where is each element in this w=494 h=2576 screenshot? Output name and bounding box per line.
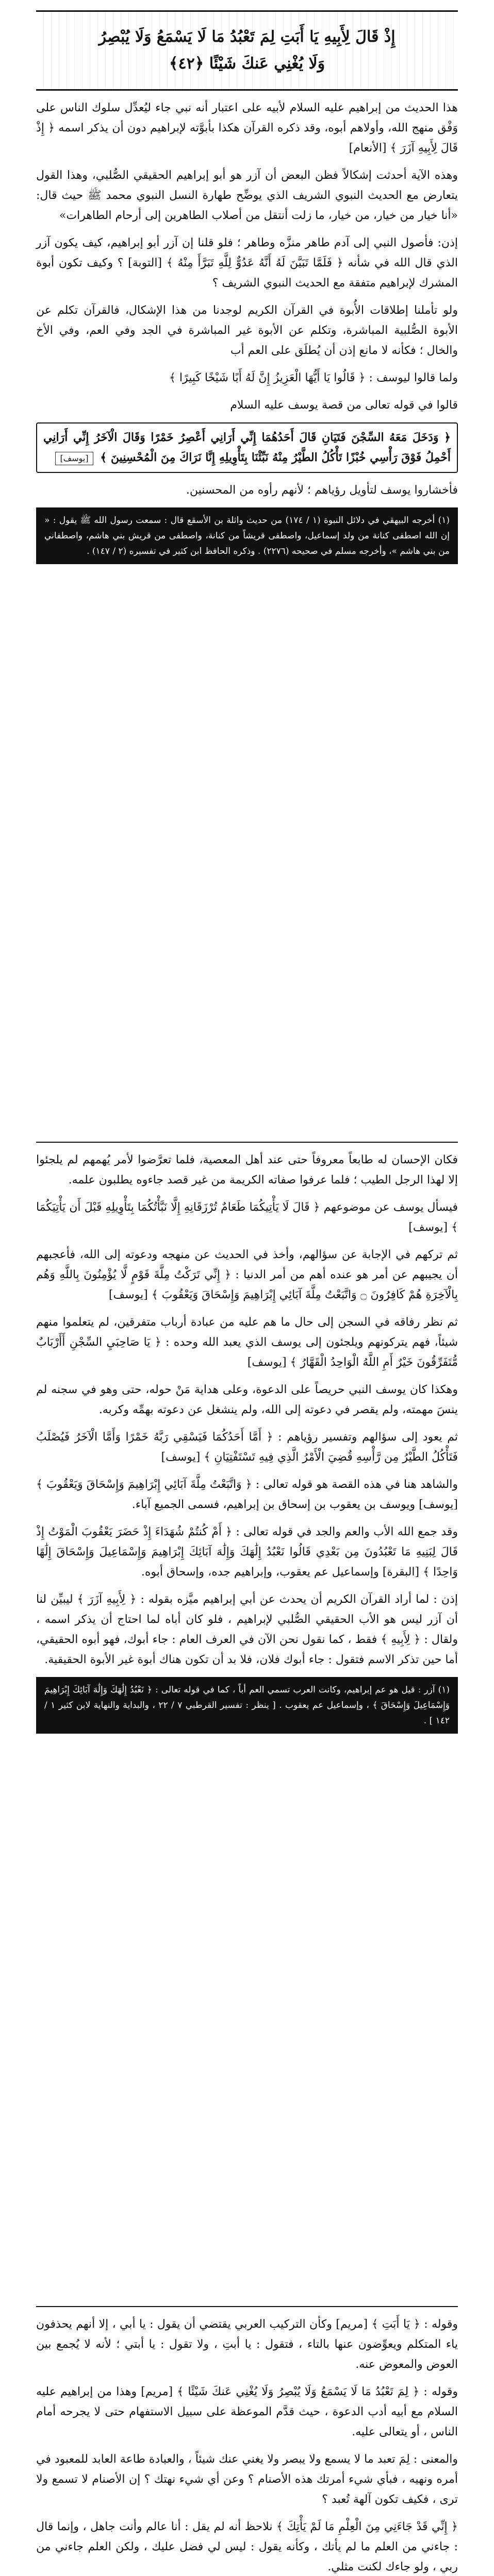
header-ayah-line-2: وَلَا يُغْنِي عَنكَ شَيْئًا ﴿٤٢﴾ — [169, 55, 325, 73]
paragraph: فأخشاروا يوسف لتأويل رؤياهم ؛ لأنهم رأوه من المحسنين. — [186, 484, 458, 497]
footnote-block: (١) آزر : قيل هو عم إبراهيم، وكانت العرب تسمي العم أباً ، كما في قوله تعالى : ﴿ نَعْبُدُ إِلَٰهَكَ وَإِلَٰهَ آبَائِكَ إِبْرَاهِيمَ وَإِسْمَاعِيلَ وَإِسْحَاقَ ﴾ ، وإسماعيل عم يعقوب . [ ينظر : تفسير القرطبي ٧ / ٢٢ ، والبداية والنهاية لابن كثير ١ / ١٤٢ ] . — [36, 1677, 458, 1734]
paragraph: فيسأل يوسف عن موضوعهم ﴿ قَالَ لَا يَأْتِيكُمَا طَعَامٌ تُرْزَقَانِهِ إِلَّا نَبَّأْتُكُمَا بِتَأْوِيلِهِ قَبْلَ أَن يَأْتِيَكُمَا ﴾ [يوسف] — [36, 1201, 458, 1234]
page-divider — [36, 2306, 458, 2307]
paragraph: إذن : لما أراد القرآن الكريم أن يحدث عن أبي إبراهيم ميَّزه بقوله : ﴿ لِأَبِيهِ آزَرَ ﴾ ليبيِّن لنا أن آزر ليس هو الأب الحقيقي الصُّلبي لإبراهيم ، فلو كان أباه لما احتاج أن يذكر اسمه ، ولقال : ﴿ لِأَبِيهِ ﴾ فقط ، كما نقول نحن الآن في العرف العام : جاء أبوك، فهو أبوه الحقيقي، أما حين تذكر الاسم فتقول : جاء أبوك فلان، فلا بد أن تكون هناك أبوة غير الأبوة الحقيقية. — [36, 1593, 458, 1666]
paragraph: ولما قالوا ليوسف : ﴿ قَالُوا يَا أَيُّهَا الْعَزِيزُ إِنَّ لَهُ أَبًا شَيْخًا كَبِيرًا ﴾ — [169, 371, 458, 384]
section-1 — [36, 10, 458, 564]
paragraph: فكان الإحسان له طابعاً معروفاً حتى عند أهل المعصية، فلما تعرَّضوا لأمر يُهمهم لم يلجئوا إلا لهذا الرجل الطيب ؛ فلما عرفوا صفاته الكريمة من غير قصد جاءوه يطلبون علمه. — [36, 1154, 458, 1187]
quran-verse-box — [36, 422, 458, 473]
paragraph: ثم تركهم في الإجابة عن سؤالهم، وأخذ في الحديث عن منهجه ودعوته إلى الله، فأعجبهم أن يجيبهم عن أمر هو عنده أهم من أمر الدنيا : ﴿ إِنِّي تَرَكْتُ مِلَّةَ قَوْمٍ لَّا يُؤْمِنُونَ بِاللَّهِ وَهُم بِالْآخِرَةِ هُمْ كَافِرُونَ ۝ وَاتَّبَعْتُ مِلَّةَ آبَائِي إِبْرَاهِيمَ وَإِسْحَاقَ وَيَعْقُوبَ ﴾ [يوسف] — [36, 1248, 458, 1301]
surah-tag: [يوسف] — [55, 452, 93, 465]
paragraph: ﴿ إِنِّي قَدْ جَاءَنِي مِنَ الْعِلْمِ مَا لَمْ يَأْتِكَ ﴾ نلاحظ أنه لم يقل : أنا عالم وأنت جاهل ، وإنما قال : جاءني من العلم ما لم يأتك ، وكأنه يقول : ليس لي فضل عليك ، ولكن العلم جاءني من ربي ، ولو جاءك لكنت مثلي. — [36, 2520, 458, 2573]
paragraph: ثم نظر رفاقه في السجن إلى حال ما هم عليه من عبادة أرباب متفرقين، لم يتعلموا منهم شيئاً، فهم يتركونهم ويلجئون إلى يوسف الذي يعبد الله وحده : ﴿ يَا صَاحِبَيِ السِّجْنِ أَأَرْبَابٌ مُّتَفَرِّقُونَ خَيْرٌ أَمِ اللَّهُ الْوَاحِدُ الْقَهَّارُ ﴾ [يوسف] — [36, 1316, 458, 1369]
paragraph: ثم يعود إلى سؤالهم وتفسير رؤياهم : ﴿ أَمَّا أَحَدُكُمَا فَيَسْقِي رَبَّهُ خَمْرًا وَأَمَّا الْآخَرُ فَيُصْلَبُ فَتَأْكُلُ الطَّيْرُ مِن رَّأْسِهِ قُضِيَ الْأَمْرُ الَّذِي فِيهِ تَسْتَفْتِيَانِ ﴾ [يوسف] — [36, 1431, 458, 1464]
paragraph: وقوله : ﴿ لِمَ تَعْبُدُ مَا لَا يَسْمَعُ وَلَا يُبْصِرُ وَلَا يُغْنِي عَنكَ شَيْئًا ﴾ [مريم] وهذا من إبراهيم عليه السلام مع أبيه أدب الدعوة ، حيث قدَّم الموعظة على سبيل الاستفهام حتى لا يجرحه أمام الناس ، أو يتعالى عليه. — [36, 2385, 458, 2438]
paragraph: وقد جمع الله الأب والعم والجد في قوله تعالى : ﴿ أَمْ كُنتُمْ شُهَدَاءَ إِذْ حَضَرَ يَعْقُوبَ الْمَوْتُ إِذْ قَالَ لِبَنِيهِ مَا تَعْبُدُونَ مِن بَعْدِي قَالُوا نَعْبُدُ إِلَٰهَكَ وَإِلَٰهَ آبَائِكَ إِبْرَاهِيمَ وَإِسْمَاعِيلَ وَإِسْحَاقَ إِلَٰهًا وَاحِدًا ﴾ [البقرة] وإسماعيل عم يعقوب، وإبراهيم جده، وإسحاق أبوه. — [36, 1526, 458, 1579]
paragraph: ولو تأملنا إطلاقات الأُبوة في القرآن الكريم لوجدنا من هذا الإشكال، فالقرآن تكلم عن الأبوة الصُّلبية المباشرة، وتكلم عن الأبوة غير المباشرة في الجد وفي العم، وفي الأخ والخال ؛ فكأنه لا مانع إذن أن يُطلَق على العم أب — [36, 304, 458, 357]
paragraph: وهكذا كان يوسف النبي حريصاً على الدعوة، وعلى هداية مَنْ حوله، حتى وهو في سجنه لم ينسَ مهمته، ولم يقصر في دعوته إلى الله، ولم ينشغل عن دعوته بهمِّه وكربه. — [36, 1383, 458, 1416]
page-divider — [36, 1142, 458, 1143]
header-ayah-line-1: إِذْ قَالَ لِأَبِيهِ يَا أَبَتِ لِمَ تَعْبُدُ مَا لَا يَسْمَعُ وَلَا يُبْصِرُ — [98, 28, 396, 46]
paragraph: هذا الحديث من إبراهيم عليه السلام لأبيه على اعتبار أنه نبي جاء ليُعدِّل سلوك الناس على وَفْق منهج الله، وأولاهم أبوه، وقد ذكره القرآن هكذا بأبوَّته لإبراهيم دون أن يذكر اسمه ﴿ إِذْ قَالَ لِأَبِيهِ آزَرَ ﴾ [الأنعام] — [36, 101, 458, 155]
header-ayah-banner — [36, 10, 458, 91]
paragraph: والمعنى : لِمَ تعبد ما لا يسمع ولا يبصر ولا يغني عنك شيئاً ، والعبادة طاعة العابد للمعبود في أمره ونهيه ، فبأي شيء أمرتك هذه الأصنام ؟ وعن أي شيء نهتك ؟ إن الأصنام لا تسمع ولا ترى ، فكيف تكون آلهة تُعبد ؟ — [36, 2453, 458, 2506]
footnote-block: (١) أخرجه البيهقي في دلائل النبوة (١ / ١٧٤) من حديث واثلة بن الأسقع قال : سمعت رسول الله ﷺ يقول : « إن الله اصطفى كنانة من ولد إسماعيل، واصطفى قريشاً من كنانة، واصطفى من قريش بني هاشم، واصطفاني من بني هاشم »، وأخرجه مسلم في صحيحه (٢٢٧٦) . وذكره الحافظ ابن كثير في تفسيره (٢ / ١٤٧) . — [36, 507, 458, 564]
paragraph: وهذه الآية أحدثت إشكالاً فظن البعض أن آزر هو أبو إبراهيم الحقيقي الصُّلبي، وهذا القول يتعارض مع الحديث النبوي الشريف الذي يوضِّح طهارة النسل النبوي محمد ﷺ حيث قال: «أنا خيار من خيار، من خيار، ما زلت أنتقل من أصلاب الطاهرين إلى أرحام الطاهرات» — [36, 169, 458, 222]
section-3 — [36, 2298, 458, 2576]
paragraph: وقوله : ﴿ يَا أَبَتِ ﴾ [مريم] وكأن التركيب العربي يقتضي أن يقول : يا أبي ، إلا أنهم يحذفون ياء المتكلم ويعوِّضون عنها بالتاء ، فتقول : يا أبتِ ، ولا تقول : يا أبتي ؛ لأنه لا يُجمع بين العوض والمعوض عنه. — [36, 2318, 458, 2371]
paragraph: قالوا في قوله تعالى من قصة يوسف عليه السلام — [230, 399, 458, 412]
section-2 — [36, 1133, 458, 1734]
paragraph: والشاهد هنا في هذه القصة هو قوله تعالى : ﴿ وَاتَّبَعْتُ مِلَّةَ آبَائِي إِبْرَاهِيمَ وَإِسْحَاقَ وَيَعْقُوبَ ﴾ [يوسف] ويوسف بن يعقوب بن إسحاق بن إبراهيم، فسمى الجميع آباء. — [36, 1478, 458, 1511]
paragraph: إذن: فأصول النبي إلى آدم طاهر منزَّه وطاهر ؛ فلو قلنا إن آزر أبو إبراهيم، كيف يكون آزر الذي قال الله في شأنه ﴿ فَلَمَّا تَبَيَّنَ لَهُ أَنَّهُ عَدُوٌّ لِلَّهِ تَبَرَّأَ مِنْهُ ﴾ [التوبة] ؟ وكيف تكون أبوة المشرك لإبراهيم متفقة مع الحديث النبوي الشريف ؟ — [36, 236, 458, 290]
quran-verse: ﴿ وَدَخَلَ مَعَهُ السِّجْنَ فَتَيَانِ قَالَ أَحَدُهُمَا إِنِّي أَرَانِي أَعْصِرُ خَمْرًا وَقَالَ الْآخَرُ إِنِّي أَرَانِي أَحْمِلُ فَوْقَ رَأْسِي خُبْزًا تَأْكُلُ الطَّيْرُ مِنْهُ نَبِّئْنَا بِتَأْوِيلِهِ إِنَّا نَرَاكَ مِنَ الْمُحْسِنِينَ ﴾ — [43, 431, 451, 464]
